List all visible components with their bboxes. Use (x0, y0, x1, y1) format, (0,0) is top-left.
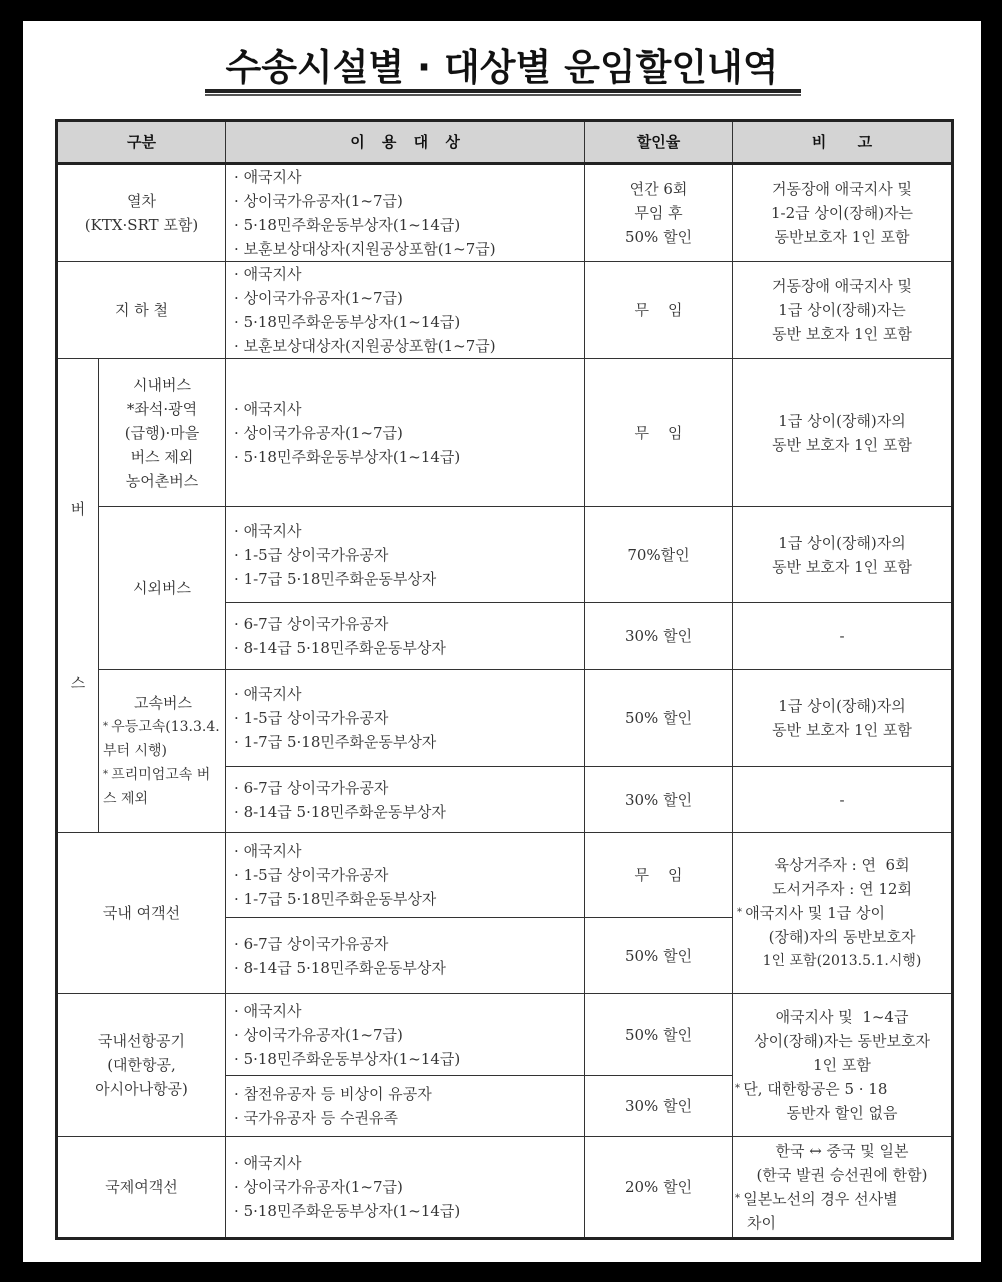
remarks-intercity-bus-b: - (733, 603, 953, 670)
table-row-domestic-air-a (57, 994, 953, 1076)
table-row-train (57, 164, 953, 262)
category-city-bus: 시내버스 *좌석·광역 (급행)·마을 버스 제외 농어촌버스 (99, 359, 226, 507)
remarks-subway: 거동장애 애국지사 및 1급 상이(장해)자는 동반 보호자 1인 포함 (733, 262, 953, 359)
eligible-city-bus: · 애국지사 · 상이국가유공자(1~7급) · 5·18민주화운동부상자(1~14급) (226, 359, 585, 507)
category-subway: 지 하 철 (57, 262, 226, 359)
header-eligible: 이 용 대 상 (226, 121, 585, 164)
eligible-express-bus-a: · 애국지사 · 1-5급 상이국가유공자 · 1-7급 5·18민주화운동부상자 (226, 670, 585, 767)
table-row-subway (57, 262, 953, 359)
remarks-intl-ferry: 한국 ↔ 중국 및 일본 (한국 발권 승선권에 한함) * 일본노선의 경우 선사별 차이 (733, 1137, 953, 1239)
discount-intercity-bus-a: 70%할인 (585, 507, 733, 603)
category-domestic-air: 국내선항공기 (대한항공, 아시아나항공) (57, 994, 226, 1137)
document-page (23, 21, 981, 1262)
discount-express-bus-b: 30% 할인 (585, 767, 733, 833)
eligible-intl-ferry: · 애국지사 · 상이국가유공자(1~7급) · 5·18민주화운동부상자(1~14급) (226, 1137, 585, 1239)
eligible-express-bus-b: · 6-7급 상이국가유공자 · 8-14급 5·18민주화운동부상자 (226, 767, 585, 833)
eligible-domestic-ferry-a: · 애국지사 · 1-5급 상이국가유공자 · 1-7급 5·18민주화운동부상자 (226, 833, 585, 918)
table-row-city-bus (57, 359, 953, 507)
table-row-express-bus-a (57, 670, 953, 767)
eligible-subway: · 애국지사 · 상이국가유공자(1~7급) · 5·18민주화운동부상자(1~14급) · 보훈보상대상자(지원공상포함(1~7급) (226, 262, 585, 359)
category-bus: 버 스 (57, 359, 99, 833)
table-row-intl-ferry (57, 1137, 953, 1239)
eligible-intercity-bus-a: · 애국지사 · 1-5급 상이국가유공자 · 1-7급 5·18민주화운동부상자 (226, 507, 585, 603)
header-remarks: 비 고 (733, 121, 953, 164)
discount-intercity-bus-b: 30% 할인 (585, 603, 733, 670)
page-title: 수송시설별 · 대상별 운임할인내역 (225, 46, 779, 89)
category-intl-ferry: 국제여객선 (57, 1137, 226, 1239)
eligible-domestic-ferry-b: · 6-7급 상이국가유공자 · 8-14급 5·18민주화운동부상자 (226, 918, 585, 994)
fare-discount-table (55, 119, 954, 1240)
discount-city-bus: 무 임 (585, 359, 733, 507)
remarks-city-bus: 1급 상이(장해)자의 동반 보호자 1인 포함 (733, 359, 953, 507)
eligible-train: · 애국지사 · 상이국가유공자(1~7급) · 5·18민주화운동부상자(1~14급) · 보훈보상대상자(지원공상포함(1~7급) (226, 164, 585, 262)
title-underline (205, 89, 801, 96)
header-discount: 할인율 (585, 121, 733, 164)
discount-domestic-air-a: 50% 할인 (585, 994, 733, 1076)
table-row-domestic-ferry-a (57, 833, 953, 918)
category-domestic-ferry: 국내 여객선 (57, 833, 226, 994)
eligible-domestic-air-a: · 애국지사 · 상이국가유공자(1~7급) · 5·18민주화운동부상자(1~14급) (226, 994, 585, 1076)
table-row-intercity-bus-a (57, 507, 953, 603)
remarks-train: 거동장애 애국지사 및 1-2급 상이(장해)자는 동반보호자 1인 포함 (733, 164, 953, 262)
remarks-domestic-ferry: 육상거주자 : 연 6회 도서거주자 : 연 12회 * 애국지사 및 1급 상이 (장해)자의 동반보호자 1인 포함(2013.5.1.시행) (733, 833, 953, 994)
eligible-intercity-bus-b: · 6-7급 상이국가유공자 · 8-14급 5·18민주화운동부상자 (226, 603, 585, 670)
discount-intl-ferry: 20% 할인 (585, 1137, 733, 1239)
category-train: 열차 (KTX·SRT 포함) (57, 164, 226, 262)
table-header-row (57, 121, 953, 164)
discount-domestic-air-b: 30% 할인 (585, 1076, 733, 1137)
remarks-express-bus-b: - (733, 767, 953, 833)
discount-train: 연간 6회 무임 후 50% 할인 (585, 164, 733, 262)
discount-express-bus-a: 50% 할인 (585, 670, 733, 767)
eligible-domestic-air-b: · 참전유공자 등 비상이 유공자 · 국가유공자 등 수권유족 (226, 1076, 585, 1137)
category-intercity-bus: 시외버스 (99, 507, 226, 670)
header-category: 구분 (57, 121, 226, 164)
remarks-intercity-bus-a: 1급 상이(장해)자의 동반 보호자 1인 포함 (733, 507, 953, 603)
remarks-express-bus-a: 1급 상이(장해)자의 동반 보호자 1인 포함 (733, 670, 953, 767)
discount-domestic-ferry-a: 무 임 (585, 833, 733, 918)
category-express-bus: 고속버스 * 우등고속(13.3.4. 부터 시행) * 프리미엄고속 버스 제외 (99, 670, 226, 833)
remarks-domestic-air: 애국지사 및 1~4급 상이(장해)자는 동반보호자 1인 포함 * 단, 대한항공은 5 · 18 동반자 할인 없음 (733, 994, 953, 1137)
discount-domestic-ferry-b: 50% 할인 (585, 918, 733, 994)
discount-subway: 무 임 (585, 262, 733, 359)
